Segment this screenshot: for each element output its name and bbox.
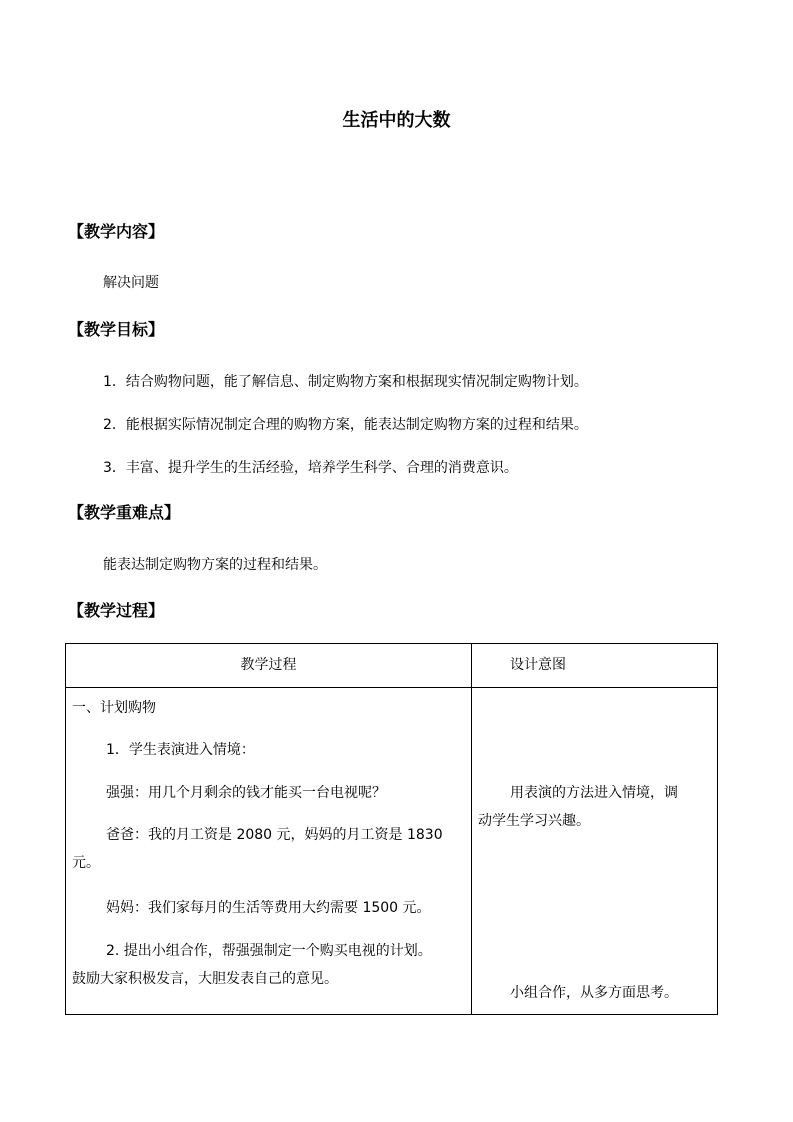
intent-2: 小组合作，从多方面思考。 — [510, 985, 678, 1001]
goal-item-2: 2．能根据实际情况制定合理的购物方案，能表达制定购物方案的过程和结果。 — [103, 417, 588, 433]
dialogue-baba-line-2: 元。 — [72, 855, 100, 871]
process-step-2-line-2: 鼓励大家积极发言，大胆发表自己的意见。 — [72, 971, 338, 987]
dialogue-baba-line-1: 爸爸：我的月工资是 2080 元，妈妈的月工资是 1830 — [106, 827, 443, 843]
document-title: 生活中的大数 — [342, 110, 451, 131]
process-section-title: 一、计划购物 — [72, 700, 156, 716]
content-text: 解决问题 — [103, 275, 159, 291]
section-heading-goals: 【教学目标】 — [68, 320, 165, 339]
table-header-cell-process — [66, 644, 472, 688]
section-heading-key-points: 【教学重难点】 — [68, 503, 181, 522]
section-heading-process: 【教学过程】 — [68, 601, 165, 620]
process-step-1: 1．学生表演进入情境： — [106, 742, 255, 758]
process-step-2-line-1: 2. 提出小组合作，帮强强制定一个购买电视的计划。 — [106, 943, 432, 959]
section-heading-content: 【教学内容】 — [68, 222, 165, 241]
intent-1-line-2: 动学生学习兴趣。 — [478, 813, 590, 829]
key-points-text: 能表达制定购物方案的过程和结果。 — [103, 557, 327, 573]
process-table — [65, 643, 718, 1015]
table-header-cell-intent — [472, 644, 718, 688]
intent-1-line-1: 用表演的方法进入情境，调 — [510, 785, 678, 801]
table-cell-intent — [472, 688, 718, 1015]
table-cell-process — [66, 688, 472, 1015]
table-header-row — [66, 644, 718, 688]
table-row — [66, 688, 718, 1015]
goal-item-1: 1．结合购物问题，能了解信息、制定购物方案和根据现实情况制定购物计划。 — [103, 374, 588, 390]
dialogue-qiangqiang: 强强：用几个月剩余的钱才能买一台电视呢？ — [106, 785, 386, 801]
table-header-process: 教学过程 — [240, 657, 297, 673]
table-header-intent: 设计意图 — [510, 657, 566, 673]
dialogue-mama: 妈妈：我们家每月的生活等费用大约需要 1500 元。 — [106, 900, 431, 916]
goal-item-3: 3．丰富、提升学生的生活经验，培养学生科学、合理的消费意识。 — [103, 460, 518, 476]
